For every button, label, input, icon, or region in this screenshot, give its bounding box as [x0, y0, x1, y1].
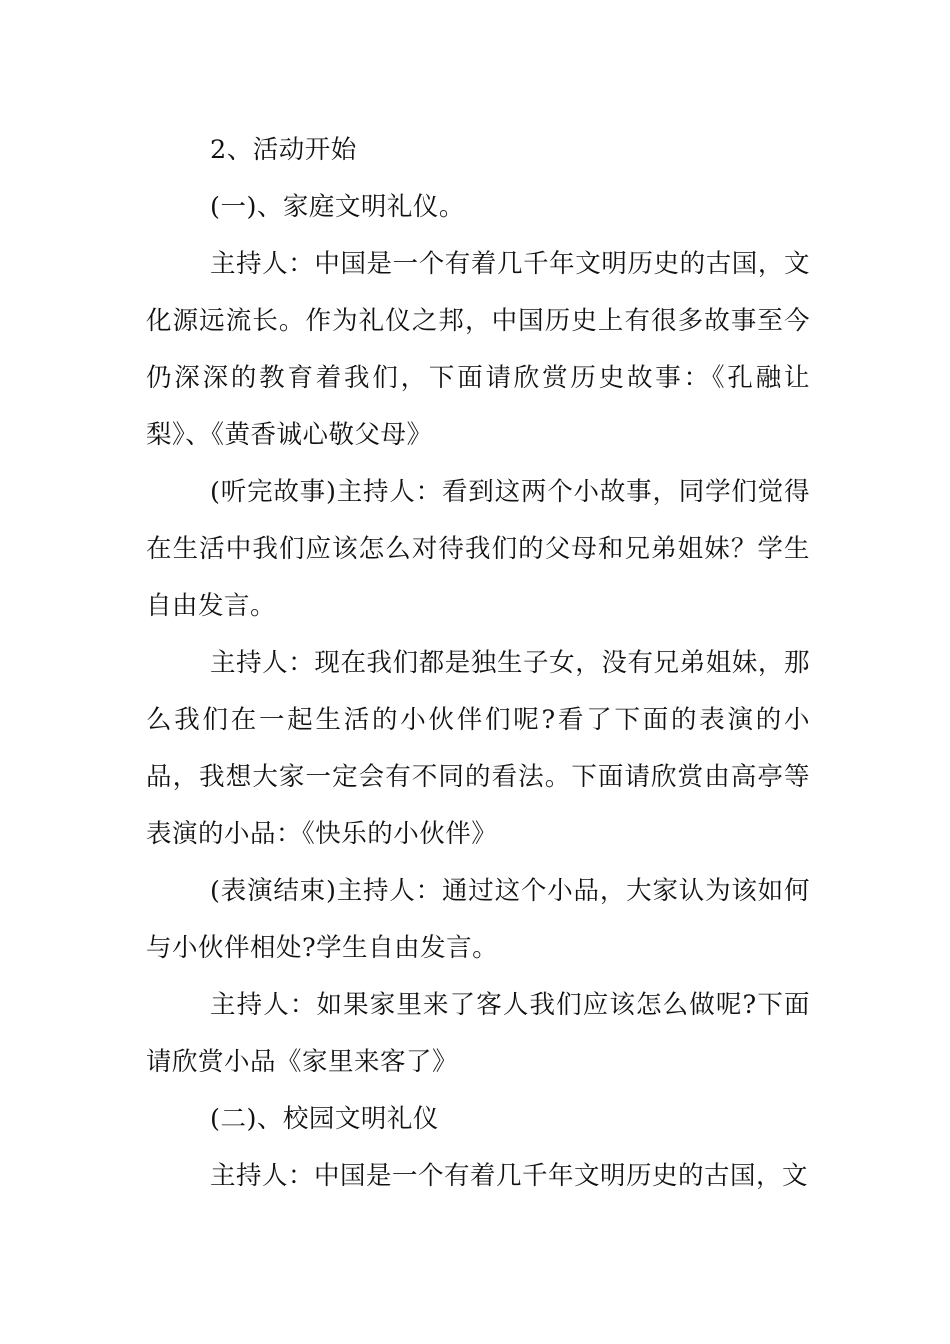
host-paragraph-truncated: 主持人：中国是一个有着几千年文明历史的古国，文	[210, 1161, 809, 1191]
section-heading-campus-etiquette: (二)、校园文明礼仪	[210, 1104, 439, 1134]
host-paragraph-after-stories: (听完故事)主持人：看到这两个小故事，同学们觉得在生活中我们应该怎么对待我们的父母和兄弟姐妹？学生自由发言。	[146, 477, 810, 621]
document-body	[146, 122, 810, 1205]
host-paragraph-history-stories: 主持人：中国是一个有着几千年文明历史的古国，文化源远流长。作为礼仪之邦，中国历史上有很多故事至今仍深深的教育着我们，下面请欣赏历史故事：《孔融让梨》、《黄香诚心敬父母》	[146, 249, 810, 450]
host-paragraph-skit-intro: 主持人：现在我们都是独生子女，没有兄弟姐妹，那么我们在一起生活的小伙伴们呢?看了下面的表演的小品，我想大家一定会有不同的看法。下面请欣赏由高亭等表演的小品：《快乐的小伙伴》	[146, 648, 810, 849]
section-heading-family-etiquette: (一)、家庭文明礼仪。	[210, 192, 465, 222]
host-paragraph-after-skit: (表演结束)主持人：通过这个小品，大家认为该如何与小伙伴相处?学生自由发言。	[146, 876, 810, 963]
host-paragraph-guests-skit: 主持人：如果家里来了客人我们应该怎么做呢?下面请欣赏小品《家里来客了》	[146, 990, 810, 1077]
section-step-heading: 2、活动开始	[210, 135, 357, 165]
